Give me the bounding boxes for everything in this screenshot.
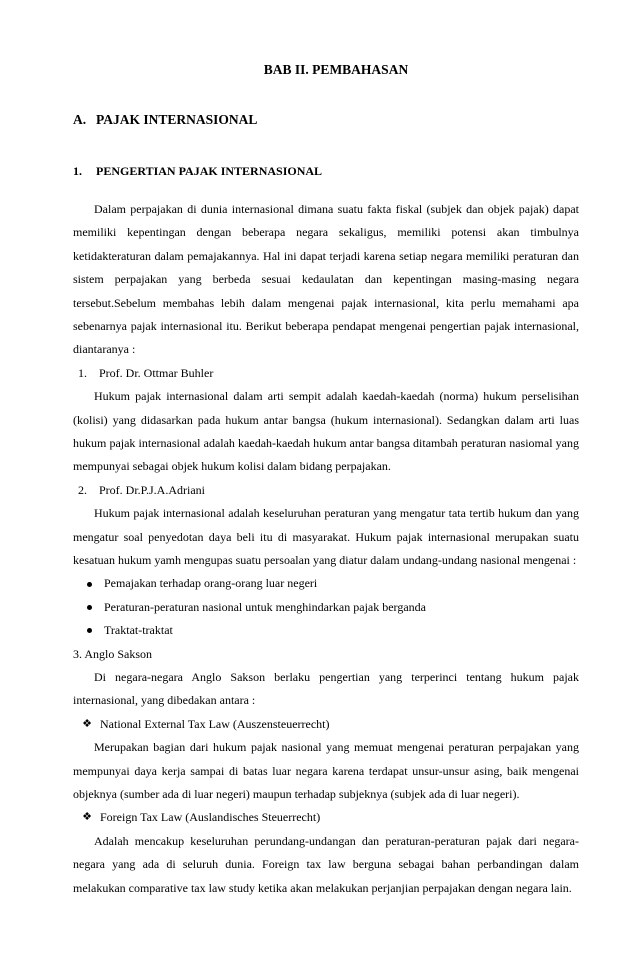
diamond-bullet-icon: ❖ [82,717,92,730]
bullet-dot-icon [87,605,92,610]
list-item [73,619,579,642]
tax-law-paragraph-1: Merupakan bagian dari hukum pajak nasional yang memuat mengenai peraturan perpajakan yang mempunyai daya kerja sampai di batas luar negara karena terdapat unsur-unsur asing, baik mengenai objeknya (sumber ada di luar negeri) maupun terhadap subjeknya (subjek ada di luar negeri). [73,740,579,802]
bullet-dot-icon [87,628,92,633]
tax-law-heading-2 [73,806,579,829]
anglo-paragraph: Di negara-negara Anglo Sakson berlaku pengertian yang terperinci tentang hukum pajak internasional, yang dibedakan antara : [73,670,579,708]
subsection-number: 1. [73,164,82,178]
anglo-heading: 3. Anglo Sakson [73,646,153,661]
opinion-heading-2 [73,479,579,502]
opinion-heading-1 [73,362,579,385]
opinion-author-1: Prof. Dr. Ottmar Buhler [99,365,214,380]
list-item-text: Pemajakan terhadap orang-orang luar negeri [104,576,318,591]
opinion-paragraph-2: Hukum pajak internasional adalah keseluruhan peraturan yang mengatur tata tertib hukum dan yang mengatur soal penyedotan daya beli itu di masyarakat. Hukum pajak internasional merupakan suatu kesatuan hukum yamh mengupas suatu persoalan yang diatur dalam undang-undang nasional mengenai : [73,506,579,568]
bullet-list [73,572,579,642]
tax-law-title-1: National External Tax Law (Auszensteuerrecht) [100,716,330,731]
subsection-heading [73,161,579,181]
chapter-title: BAB II. PEMBAHASAN [263,62,409,77]
tax-law-paragraph-2: Adalah mencakup keseluruhan perundang-undangan dan peraturan-peraturan pajak dari negara-negara yang ada di seluruh dunia. Foreign tax law berguna sebagai bahan perbandingan dalam melakukan comparative tax law study ketika akan melakukan perjanjian perpajakan dengan negara lain. [73,833,579,895]
list-item-text: Peraturan-peraturan nasional untuk menghindarkan pajak berganda [104,599,426,614]
opinion-author-2: Prof. Dr.P.J.A.Adriani [99,482,206,497]
intro-paragraph: Dalam perpajakan di dunia internasional dimana suatu fakta fiskal (subjek dan objek pajak) dapat memiliki kepentingan dengan beberapa negara sekaligus, memiliki potensi akan timbulnya ketidakteraturan dalam pemajakannya. Hal ini dapat terjadi karena setiap negara memiliki peraturan dan sistem perpajakan yang berbeda sesuai kedaulatan dan kepentingan masing-masing negara tersebut.Sebelum membahas lebih dalam mengenai pajak internasional, kita perlu memahami apa sebenarnya pajak internasional itu. Berikut beberapa pendapat mengenai pengertian pajak internasional, diantaranya : [73,202,579,357]
section-heading [73,110,579,130]
section-number: A. [73,112,87,127]
tax-law-heading-1 [73,713,579,736]
document-body [73,198,579,900]
list-item-text: Traktat-traktat [104,623,173,638]
list-item [73,596,579,619]
opinion-number-1: 1. [78,365,87,380]
opinion-number-2: 2. [78,482,87,497]
section-title: PAJAK INTERNASIONAL [96,112,258,127]
opinion-paragraph-1: Hukum pajak internasional dalam arti sempit adalah kaedah-kaedah (norma) hukum perselisihan (kolisi) yang didasarkan pada hukum antar bangsa (hukum internasional). Sedangkan dalam arti luas hukum pajak internasional adalah kaedah-kaedah hukum antar bangsa ditambah peraturan nasiomal yang mempunyai sebagai objek hukum kolisi dalam bidang perpajakan. [73,389,579,474]
diamond-bullet-icon: ❖ [82,811,92,824]
list-item [73,572,579,595]
subsection-title: PENGERTIAN PAJAK INTERNASIONAL [96,164,323,178]
bullet-dot-icon [87,582,92,587]
tax-law-title-2: Foreign Tax Law (Auslandisches Steuerrecht) [100,810,321,825]
